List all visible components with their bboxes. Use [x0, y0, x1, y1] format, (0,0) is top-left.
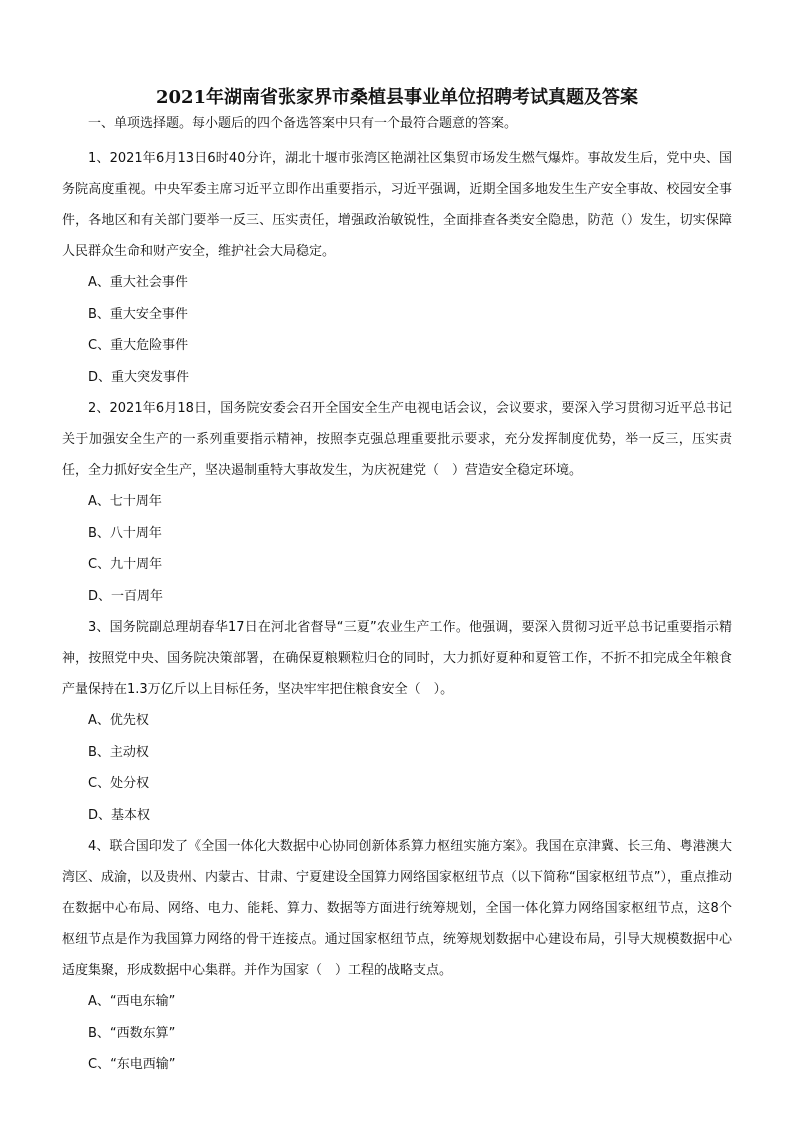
document-title: 2021年湖南省张家界市桑植县事业单位招聘考试真题及答案 [155, 87, 639, 108]
option-list [62, 267, 732, 393]
option-b: B、重大安全事件 [88, 306, 188, 322]
question-3 [62, 612, 732, 831]
option-list [62, 486, 732, 612]
option-b: B、八十周年 [88, 525, 162, 541]
option-c: C、九十周年 [88, 557, 163, 572]
question-text: 1、2021年6月13日6时40分许，湖北十堰市张湾区艳湖社区集贸市场发生燃气爆炸。事故发生后，党中央、国务院高度重视。中央军委主席习近平立即作出重要指示，习近平强调，近期全国多地发生生产安全事故、校园安全事件，各地区和有关部门要举一反三、压实责任，增强政治敏锐性，全面排查各类安全隐患，防范（）发生，切实保障人民群众生命和财产安全，维护社会大局稳定。 [62, 151, 732, 259]
option-c: C、处分权 [88, 776, 150, 791]
question-1 [62, 143, 732, 393]
section-heading: 一、单项选择题。每小题后的四个备选答案中只有一个最符合题意的答案。 [88, 116, 518, 131]
question-4 [62, 831, 732, 1081]
option-c: C、“东电西输” [88, 1057, 176, 1072]
option-d: D、重大突发事件 [88, 369, 190, 385]
option-d: D、一百周年 [88, 588, 164, 604]
option-a: A、优先权 [88, 713, 149, 728]
question-text: 2、2021年6月18日，国务院安委会召开全国安全生产电视电话会议，会议要求，要深入学习贯彻习近平总书记关于加强安全生产的一系列重要指示精神，按照李克强总理重要批示要求，充分发挥制度优势，举一反三，压实责任，全力抓好安全生产，坚决遏制重特大事故发生，为庆祝建党（ ）营造安全稳定环境。 [62, 401, 732, 478]
question-text: 3、国务院副总理胡春华17日在河北省督导“三夏”农业生产工作。他强调，要深入贯彻习近平总书记重要指示精神，按照党中央、国务院决策部署，在确保夏粮颗粒归仓的同时，大力抓好夏种和夏管工作，不折不扣完成全年粮食产量保持在1.3万亿斤以上目标任务，坚决牢牢把住粮食安全（ ）。 [62, 620, 732, 697]
option-list [62, 705, 732, 831]
option-b: B、主动权 [88, 744, 149, 760]
option-a: A、“西电东输” [88, 994, 176, 1009]
option-list [62, 986, 732, 1081]
option-a: A、七十周年 [88, 494, 162, 509]
option-a: A、重大社会事件 [88, 275, 188, 290]
question-text: 4、联合国印发了《全国一体化大数据中心协同创新体系算力枢纽实施方案》。我国在京津冀、长三角、粤港澳大湾区、成渝，以及贵州、内蒙古、甘肃、宁夏建设全国算力网络国家枢纽节点（以下简称“国家枢纽节点”），重点推动在数据中心布局、网络、电力、能耗、算力、数据等方面进行统筹规划，全国一体化算力网络国家枢纽节点，这8个枢纽节点是作为我国算力网络的骨干连接点。通过国家枢纽节点，统筹规划数据中心建设布局，引导大规模数据中心适度集聚，形成数据中心集群。并作为国家（ ）工程的战略支点。 [62, 839, 732, 978]
option-d: D、基本权 [88, 807, 151, 823]
option-c: C、重大危险事件 [88, 338, 189, 353]
option-b: B、“西数东算” [88, 1025, 176, 1041]
question-2 [62, 393, 732, 612]
